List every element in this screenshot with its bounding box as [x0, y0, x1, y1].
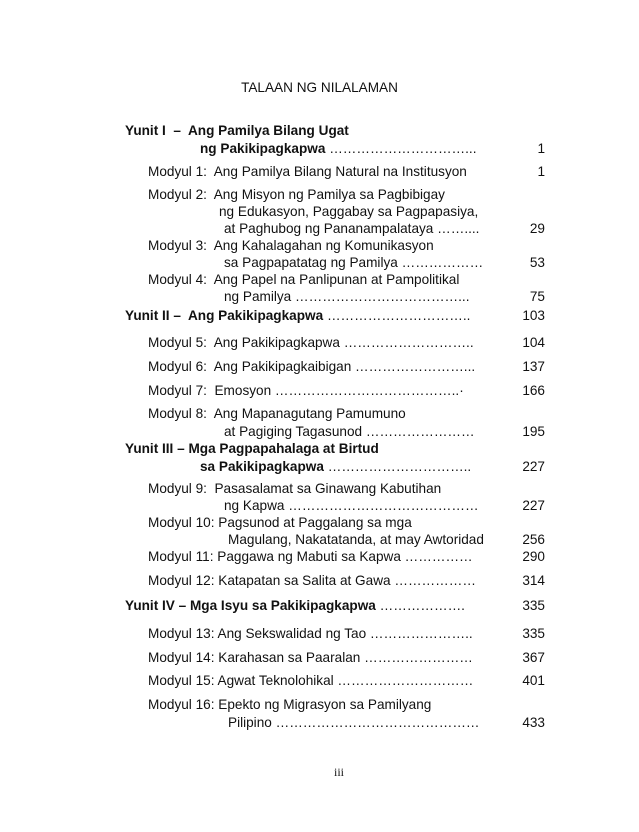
- modyul-8-entry-line2: at Pagiging Tagasunod ……………………: [224, 424, 475, 439]
- modyul-10-page: 256: [522, 532, 545, 547]
- modyul-2-entry-line3: at Paghubog ng Pananampalataya ……....: [224, 221, 480, 236]
- unit-1-leader: …………………………...: [329, 141, 477, 156]
- modyul-9-entry-line2: ng Kapwa ……………………………………: [224, 498, 479, 513]
- modyul-3-entry: Modyul 3: Ang Kahalagahan ng Komunikasyon: [148, 238, 434, 253]
- modyul-6-entry: Modyul 6: Ang Pakikipagkaibigan ……………………...: [148, 359, 476, 374]
- modyul-10-entry-line2: Magulang, Nakatatanda, at may Awtoridad: [228, 532, 484, 547]
- modyul-16-entry-line2: Pilipino ………………………………………: [228, 715, 480, 730]
- unit-2-title: Yunit II – Ang Pakikipagkapwa: [125, 308, 324, 323]
- unit-2-leader: …………………………..: [326, 308, 471, 323]
- modyul-2-page: 29: [529, 221, 545, 236]
- unit-1-page: 1: [537, 141, 545, 156]
- modyul-6-page: 137: [522, 359, 545, 374]
- modyul-13-page: 335: [522, 626, 545, 641]
- modyul-8-entry: Modyul 8: Ang Mapanagutang Pamumuno: [148, 406, 406, 421]
- unit-2-page: 103: [522, 308, 545, 323]
- unit-3-leader: …………………………..: [327, 459, 472, 474]
- modyul-7-entry: Modyul 7: Emosyon …………………………………..·: [148, 383, 464, 398]
- modyul-1-entry: Modyul 1: Ang Pamilya Bilang Natural na Institusyon: [148, 164, 467, 179]
- modyul-5-entry: Modyul 5: Ang Pakikipagkapwa ………………………..: [148, 335, 474, 350]
- modyul-9-entry: Modyul 9: Pasasalamat sa Ginawang Kabutihan: [148, 481, 442, 496]
- unit-4-leader: ……………….: [379, 598, 465, 613]
- modyul-1-page: 1: [537, 164, 545, 179]
- modyul-4-entry-line2: ng Pamilya ………………………………...: [224, 289, 470, 304]
- modyul-10-entry: Modyul 10: Pagsunod at Paggalang sa mga: [148, 515, 412, 530]
- modyul-4-entry: Modyul 4: Ang Papel na Panlipunan at Pampolitikal: [148, 272, 460, 287]
- modyul-3-entry-line2: sa Pagpapatatag ng Pamilya ………………: [224, 255, 484, 270]
- modyul-3-page: 53: [529, 255, 545, 270]
- modyul-8-page: 195: [522, 424, 545, 439]
- modyul-2-entry-line2: ng Edukasyon, Paggabay sa Pagpapasiya,: [219, 204, 479, 219]
- unit-1-title-line2: [200, 141, 476, 157]
- unit-4-page: 335: [522, 598, 545, 613]
- modyul-11-page: 290: [522, 549, 545, 564]
- modyul-16-entry: Modyul 16: Epekto ng Migrasyon sa Pamilyang: [148, 697, 432, 712]
- modyul-14-entry: Modyul 14: Karahasan sa Paaralan ……………………: [148, 650, 473, 665]
- unit-4-entry: [125, 598, 465, 614]
- modyul-2-entry: Modyul 2: Ang Misyon ng Pamilya sa Pagbibigay: [148, 187, 445, 202]
- modyul-9-page: 227: [522, 498, 545, 513]
- modyul-11-entry: Modyul 11: Paggawa ng Mabuti sa Kapwa ……………: [148, 549, 473, 564]
- modyul-15-entry: Modyul 15: Agwat Teknolohikal …………………………: [148, 673, 474, 688]
- modyul-16-page: 433: [522, 715, 545, 730]
- modyul-7-page: 166: [522, 383, 545, 398]
- modyul-12-entry: Modyul 12: Katapatan sa Salita at Gawa ………………: [148, 573, 476, 588]
- unit-2-entry: [125, 308, 470, 324]
- page-title: TALAAN NG NILALAMAN: [241, 80, 398, 95]
- unit-3-title-cont: sa Pakikipagkapwa: [200, 459, 324, 474]
- modyul-15-page: 401: [522, 673, 545, 688]
- unit-3-title: Yunit III – Mga Pagpapahalaga at Birtud: [125, 441, 379, 456]
- modyul-12-page: 314: [522, 573, 545, 588]
- unit-3-page: 227: [522, 459, 545, 474]
- unit-4-title: Yunit IV – Mga Isyu sa Pakikipagkapwa: [125, 598, 376, 613]
- page-number: iii: [333, 765, 344, 779]
- modyul-4-page: 75: [529, 289, 545, 304]
- modyul-13-entry: Modyul 13: Ang Sekswalidad ng Tao …………………..: [148, 626, 473, 641]
- modyul-14-page: 367: [522, 650, 545, 665]
- modyul-5-page: 104: [522, 335, 545, 350]
- unit-3-title-line2: [200, 459, 471, 475]
- unit-1-title-cont: ng Pakikipagkapwa: [200, 141, 326, 156]
- unit-1-title: Yunit I – Ang Pamilya Bilang Ugat: [125, 123, 349, 138]
